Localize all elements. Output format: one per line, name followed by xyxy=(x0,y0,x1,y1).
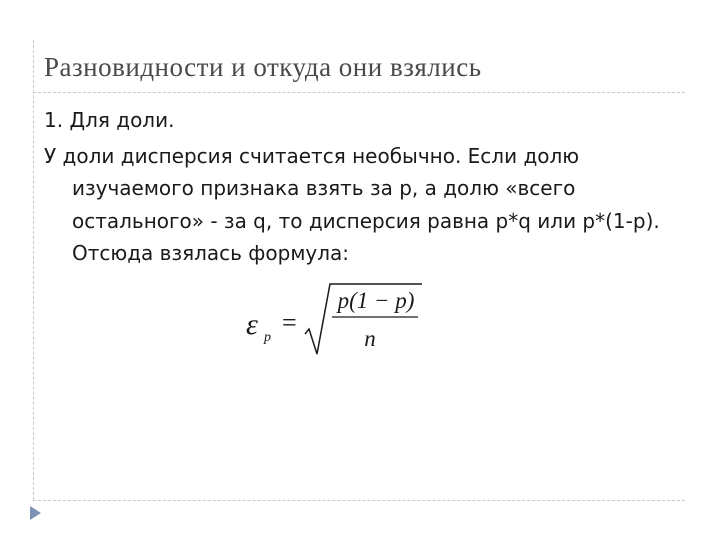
arrow-right-icon xyxy=(30,506,41,520)
point-paragraph: У доли дисперсия считается необычно. Если долю изучаемого признака взять за p, а долю «всего остального» - за q, то дисперсия равна p*q или p*(1-p). Отсюда взялась формула: xyxy=(44,143,660,265)
left-divider xyxy=(33,40,34,500)
slide-title: Разновидности и откуда они взялись xyxy=(44,52,482,82)
formula-numerator: p(1 − p) xyxy=(337,288,415,313)
bottom-divider xyxy=(33,500,685,501)
formula-equals: = xyxy=(282,308,297,337)
formula-lhs-subscript: p xyxy=(264,330,271,345)
slide-body xyxy=(44,104,694,270)
formula-svg xyxy=(246,280,426,358)
formula xyxy=(246,280,426,358)
formula-denominator: n xyxy=(364,326,376,351)
point-label: 1. Для доли. xyxy=(44,108,175,132)
formula-lhs-symbol: ε xyxy=(246,308,258,341)
title-divider xyxy=(33,92,685,93)
